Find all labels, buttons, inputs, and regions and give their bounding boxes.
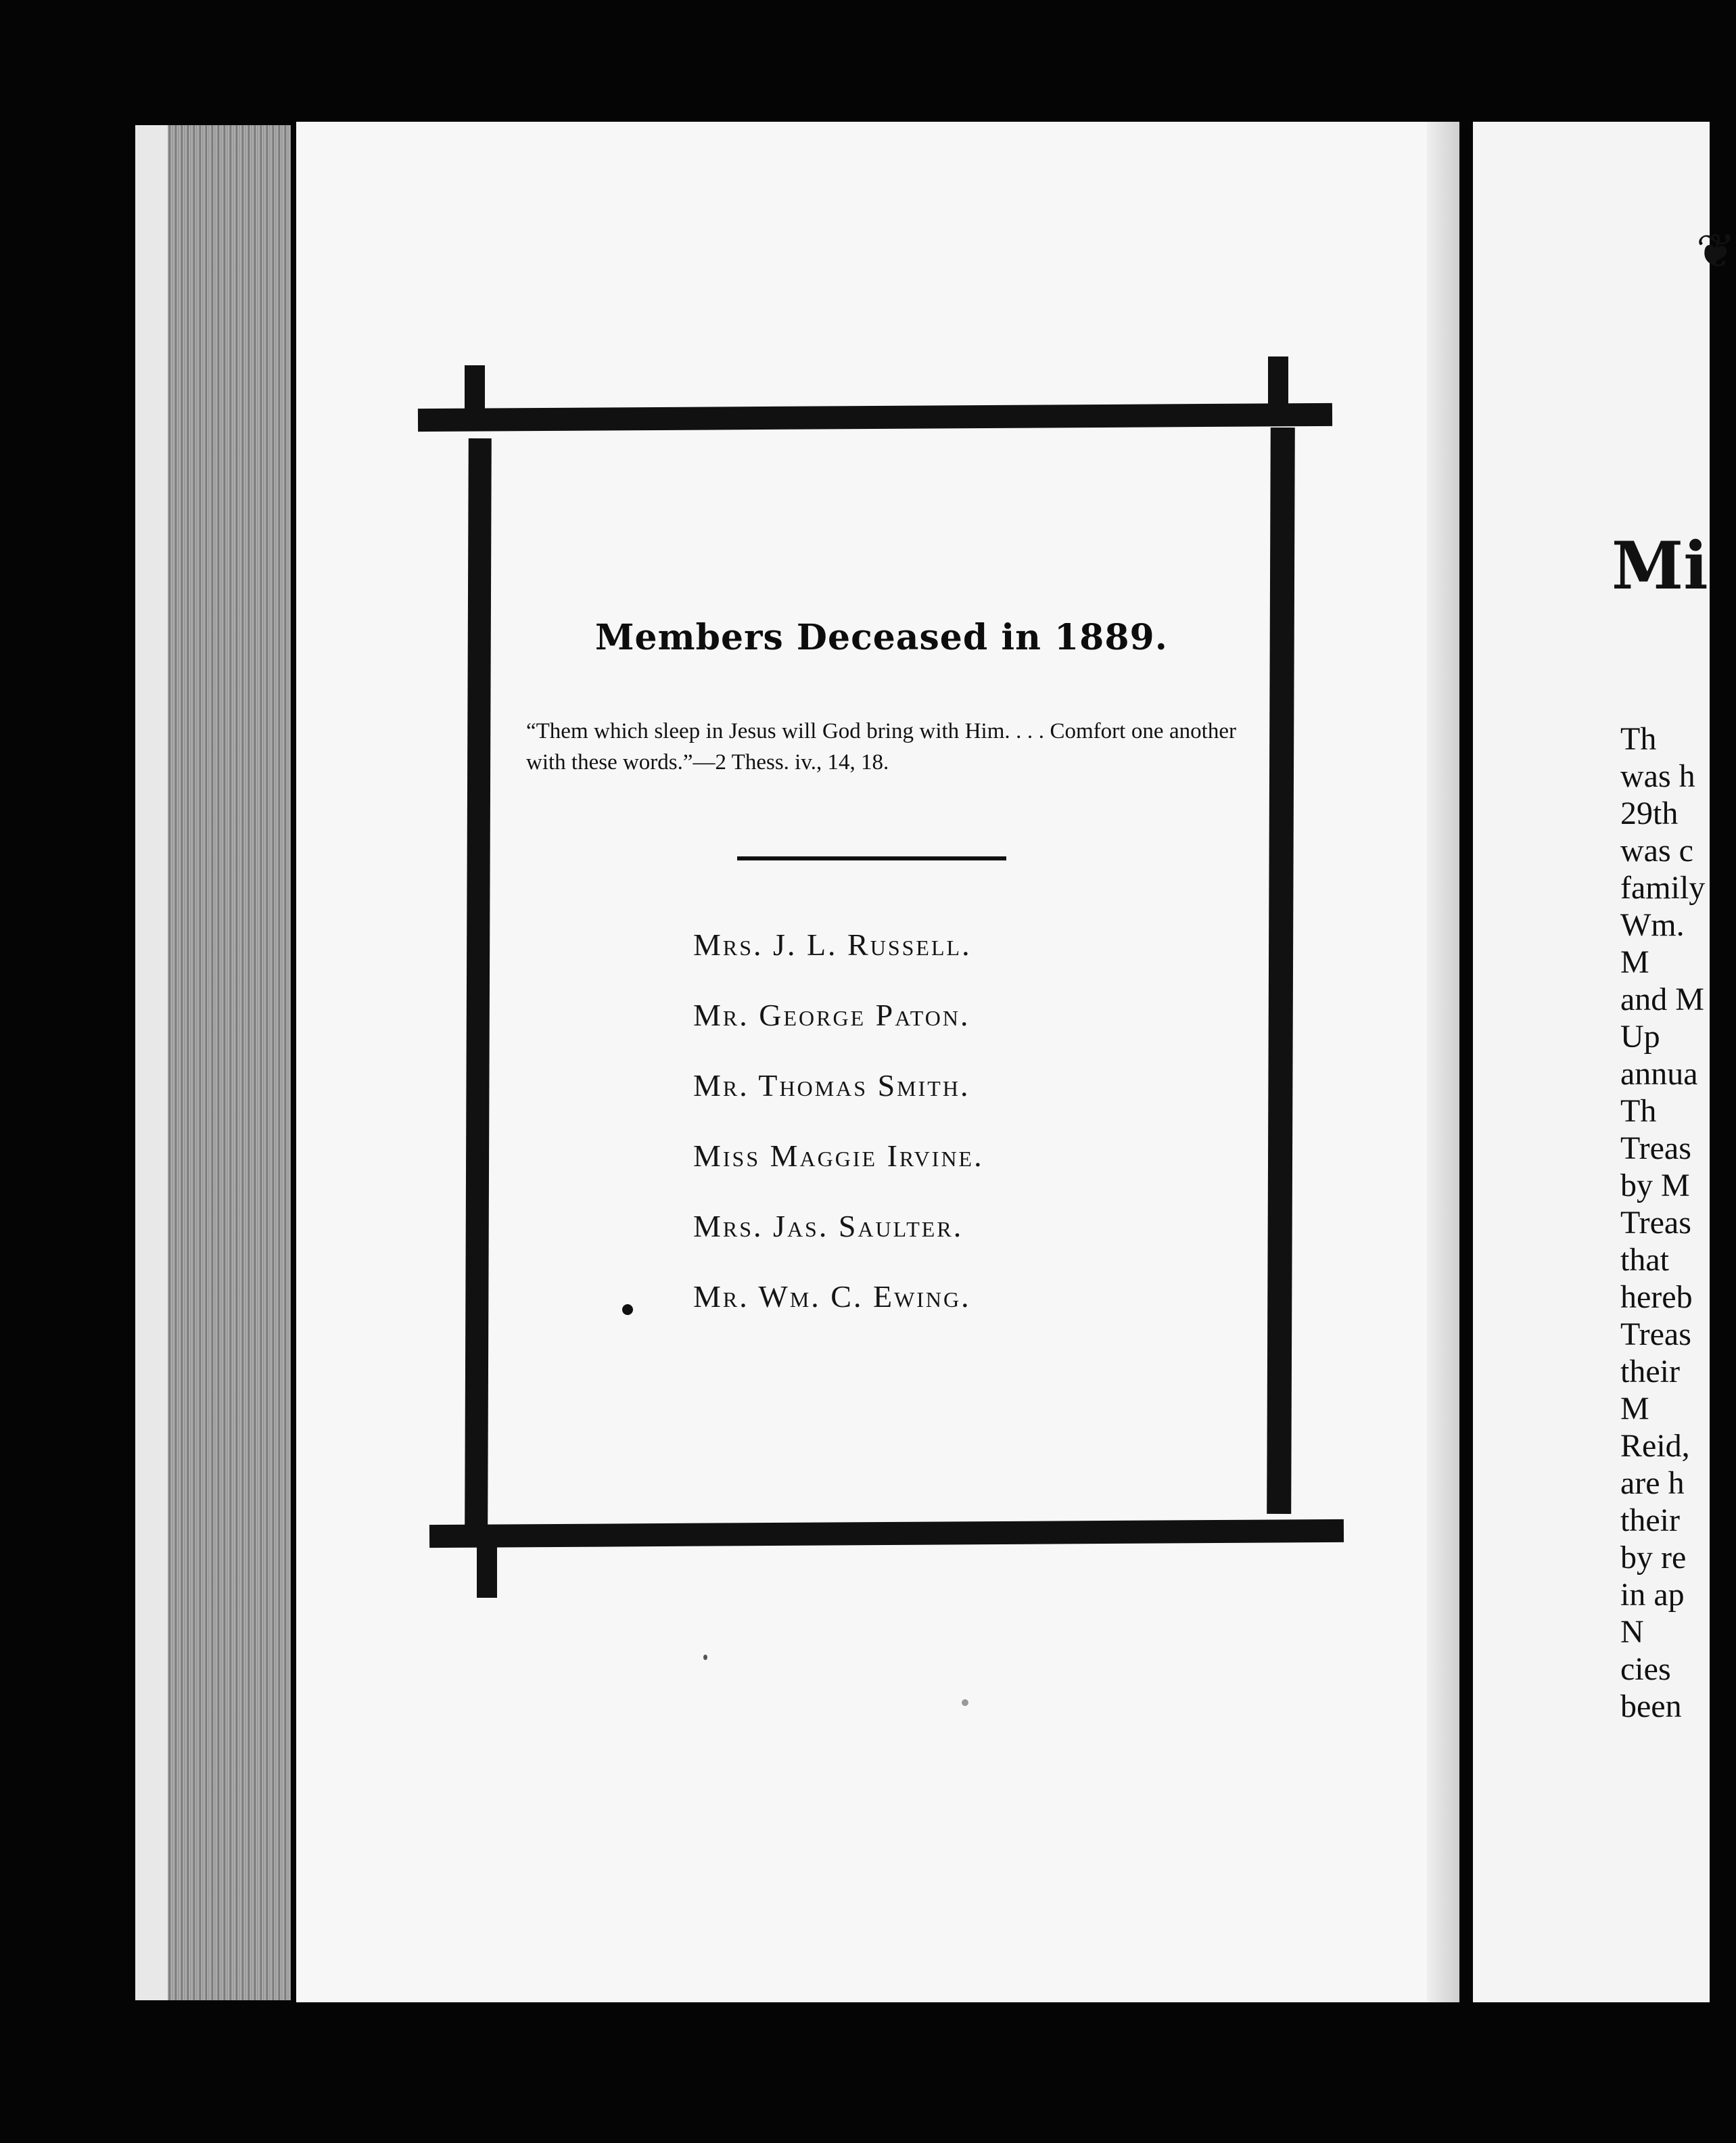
right-page-line: Wm.	[1620, 907, 1685, 943]
right-page-line: M	[1620, 1391, 1649, 1427]
right-page-line: Treas	[1620, 1205, 1691, 1241]
frame-bar-right-long	[1267, 428, 1295, 1514]
right-page-title: Mi	[1612, 528, 1708, 604]
deceased-members-list	[693, 927, 984, 1349]
bullet-mark	[622, 1304, 633, 1315]
right-page-line: 29th	[1620, 796, 1679, 831]
right-page	[1473, 122, 1736, 2002]
print-speck	[703, 1655, 707, 1660]
page-edge-outer	[135, 125, 168, 2000]
right-page-line: Treas	[1620, 1316, 1691, 1352]
frame-bar-right-head	[1268, 356, 1288, 405]
right-page-line: been	[1620, 1688, 1682, 1724]
right-page-line: by re	[1620, 1540, 1687, 1575]
right-page-line: was h	[1620, 758, 1695, 794]
print-speck	[962, 1699, 968, 1706]
list-item: Mr. George Paton.	[693, 998, 970, 1032]
right-page-line: Treas	[1620, 1130, 1691, 1166]
frame-bar-left-foot	[477, 1545, 497, 1598]
right-page-line: in ap	[1620, 1577, 1685, 1613]
frame-bar-left	[465, 365, 485, 411]
right-page-line: are h	[1620, 1465, 1685, 1501]
scripture-quote: “Them which sleep in Jesus will God bring with Him. . . . Comfort one another with these words.”—2 Thess. iv., 14, 18.	[526, 719, 1236, 775]
list-item: Mrs. J. L. Russell.	[693, 927, 972, 962]
right-page-line: N	[1620, 1614, 1644, 1650]
frame-bar-left-long	[465, 438, 492, 1526]
right-page-line: Th	[1620, 721, 1657, 757]
list-item: Mrs. Jas. Saulter.	[693, 1209, 964, 1243]
right-page-line: was c	[1620, 833, 1693, 869]
list-item: Mr. Wm. C. Ewing.	[693, 1279, 971, 1314]
right-page-line: by M	[1620, 1168, 1690, 1203]
right-page-line: Th	[1620, 1093, 1657, 1129]
divider-rule	[737, 856, 1006, 860]
page-title: Members Deceased in 1889.	[595, 617, 1168, 658]
right-page-line: that	[1620, 1242, 1669, 1278]
right-page-line: hereb	[1620, 1279, 1693, 1315]
ornament-icon: ❦	[1696, 226, 1736, 278]
list-item: Mr. Thomas Smith.	[693, 1068, 970, 1103]
right-page-line: Up	[1620, 1019, 1660, 1055]
book-gutter	[1427, 122, 1459, 2002]
right-page-line: M	[1620, 944, 1649, 980]
list-item: Miss Maggie Irvine.	[693, 1138, 984, 1173]
right-page-line: Reid,	[1620, 1428, 1690, 1464]
right-page-line: and M	[1620, 982, 1704, 1017]
right-page-line: annua	[1620, 1056, 1698, 1092]
right-page-line: family	[1620, 870, 1706, 906]
right-page-line: their	[1620, 1354, 1680, 1389]
right-page-line: cies	[1620, 1651, 1671, 1687]
right-page-line: their	[1620, 1502, 1680, 1538]
